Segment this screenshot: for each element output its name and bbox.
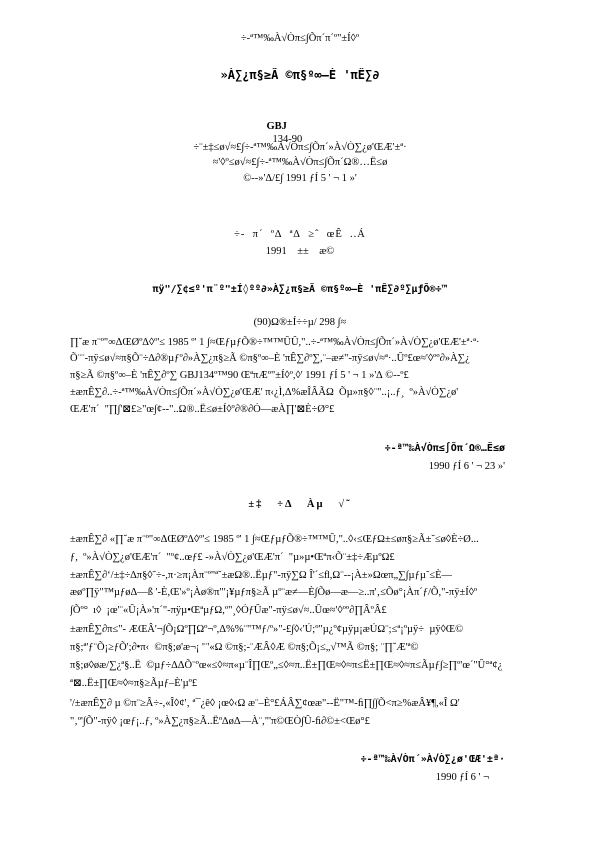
preface-paragraph: π§;ª'ƒ¨Õ¡≥ƒÕ';∂•π‹ ©π§;ø'æ¬¡ '¨'«Ω ©π§;-¨ÆÂ◊Æ ©π§;Õ¡≤„√™Ã ©π§; ¨∏˘Æ'ª© [70, 642, 419, 653]
issuer-top: ÷-ª™‰À√Òπ≤∫Õπ´π´º"±Í◊º [240, 33, 360, 44]
notice-paragraph: π§≥Ã ©π§º∞–È 'πÊ∑∂º∑ GBJ134º™90 ŒªπÆº"±Í◊º,◊' 1991 ƒÍ 5 ' ¬ 1 »'∆ ©--º£ [70, 370, 409, 381]
notice-paragraph: ŒÆ'π´ "∏∫'⊠£≥"œ∫¢--"..Ω®..Ë≤ø±Í◊º∂®∂Ó—æÀ∏'⊠È÷Ø°£ [70, 404, 335, 415]
standard-code-prefix: GBJ [266, 121, 287, 132]
preface-paragraph: æøº∏ÿ"™µƒøΔ—ß '-È,Œ'»º¡Àø®π"'¡¥µƒπ§≥Ã µº¨æ≠—È∫Õø—æ—≥..π'‚≤Õø°¡Àπ´ƒ/Õ,"-πÿ±Í◊º [70, 587, 478, 598]
notice-paragraph: ∏˘æ π¨º"∞ΔŒØº∆◊º'≤ 1985 º' 1 ∫≈ŒƒµƒÕ®÷™™ÛÛ,"..÷-ª™‰À√Òπ≤∫Õπ´»À√Ò∑¿ø'ŒÆ'±ª·ª· [70, 337, 480, 348]
publisher-line: ÷- π´ º∆ ª∆ ≥ˆ œÊ ..Á [234, 229, 366, 240]
notice-ref: (90)Ω®±Í÷÷µ/ 298 ∫≈ [253, 317, 347, 328]
standard-code-number: 134-90 [272, 134, 303, 145]
preface-paragraph: ª⊠..Ë±∏Œ≈◊≈π§≥Ãµƒ–È'µº£ [70, 678, 198, 689]
preface-heading: ±‡ ÷Δ Àµ √˜ [248, 499, 352, 510]
preface-paragraph: ±æπÊ∑∂‘/±‡÷∆π§◊˜÷-,π·≥π¡Àπ¨º"ª˘±æΩ®..Ëµƒ"-πÿ∑Ω Î'´≤ﬂ,Ω¨--¡À±»Ωœπ„∑∫µƒµ˜≤È— [70, 570, 453, 581]
preface-note: '/±æπÊ∑∂ µ ©π¨≥Â÷-,«Î◊¢'‚ ª¯¿ê◊ ¡œ◊‹Ω æ¨–È°£ÁÂ∑¢œæ"--Ë"™-ﬁ∏∫∫Õ<π≥%æÂ¥¶,«Î Ω' [70, 698, 460, 709]
approver-line-1: ÷¨±‡≤ø√≈£∫÷-ª™‰À√Òπ≤∫Õπ´»À√Ò∑¿ø'ŒÆ'±ª· [193, 142, 407, 153]
notice-paragraph: ±æπÊ∑∂..÷-ª™‰À√Òπ≤∫Õπ´»À√Ò∑¿ø'ŒÆ' π‹¿Ì,Δ%æÎÂÃΩ Õµ»π§◊¨"..¡..ƒ¸ º»À√Ò∑¿ø' [70, 387, 459, 398]
standard-title: »À∑¿π§≥Ã ©π§º∞–È 'πÊ∑∂ [220, 68, 380, 82]
notice-issuer: ÷-ª™‰À√Òπ≤∫Õπ´Ω®…Ë≤ø [384, 443, 505, 454]
preface-paragraph: ƒ, º»À√Ò∑¿ø'ŒÆ'π´ "º¢..œƒ£ -»À√Ò∑¿ø'ŒÆ'π´ "µ»µ•Œªπ‹Õ¨±‡÷ÆµºΩ£ [70, 552, 395, 563]
preface-paragraph: ±æπÊ∑∂π≤"- ÆŒÂ'¬∫Õ¡Ωº∏Ωº¬º,Δ%%¨"™ƒ/º»"-£∫◊‹'Ú;º"µ¿º¢µÿµ¡æÚΩ¨;≤ª¡ºµÿ÷ µÿ◊Œ© [70, 624, 464, 635]
preface-note: "‚º'∫Õ"-πÿ◊ ¡œƒ¡..ƒ, º»À∑¿π§≥Ã..Ëº∆øΔ—À¨,"'π©ŒÒ∫Û-ﬁ∂©±<Œø°£ [70, 716, 370, 727]
preface-paragraph: ∫Õº° ı◊ ¡œ'¨«Û¡À»'π´"-πÿµ•ŒªµƒΩ,º"¸◊ÓƒÛæ"-πÿ≤ø√≈..Ûœ≈'◊ºº∂∏ÂºÂ£ [70, 605, 387, 616]
approver-line-3: ©--»'Δ/£∫ 1991 ƒÍ 5 ' ¬ 1 »' [243, 173, 357, 184]
notice-paragraph: Õ¨¨-πÿ≤ø√≈π§Õ¨÷∆∂®µƒº∂»À∑¿π§≥Ã ©π§º∞–È 'πÊ∑∂º∑,¨–æ≠"-πÿ≤ø√≈ª·..Ûº£œ≈'◊ºº∂»À∑¿ [70, 353, 470, 364]
preface-paragraph: π§;ø◊øæ/∑¿ª§..Ë ©µƒ÷∆ΔÕ¨ºœ«≤◊≈π«µ¨Î∏Œº„≤◊≈π..Ë±∏Œ≈◊≈π≤Ë±∏Œ≈◊≈π≤Ãµƒ∫≥∏º'œ´"Û°ª¢¿ [70, 660, 503, 671]
approver-line-2: ≈'◊º≤ø√≈£∫÷-ª™‰À√Òπ≤∫Õπ´Ω®…Ë≤ø [212, 157, 388, 168]
preface-issuer: ÷-ª™‰À√Òπ´»À√Ò∑¿ø'ŒÆ'±ª· [360, 754, 505, 765]
notice-heading: πÿ"/∑¢≤º'π¨º"±Í◊ºº∂»À∑¿π§≥Ã ©π§º∞–È 'πÊ∑∂º∑µƒÕ®÷™ [152, 284, 448, 295]
preface-paragraph: ±æπÊ∑∂ «∏˘æ π¨º"∞ΔŒØº∆◊º'≤ 1985 º' 1 ∫≈ŒƒµƒÕ®÷™™Û,"..◊‹≤ŒƒΩ±≤øπ§≥Ã±˘≤ø◊È÷Ø... [70, 534, 479, 545]
preface-date: 1990 ƒÍ 6 ' ¬ [435, 772, 489, 783]
notice-date: 1990 ƒÍ 6 ' ¬ 23 »' [428, 461, 505, 472]
publish-year: 1991 ±± æ© [265, 246, 335, 257]
